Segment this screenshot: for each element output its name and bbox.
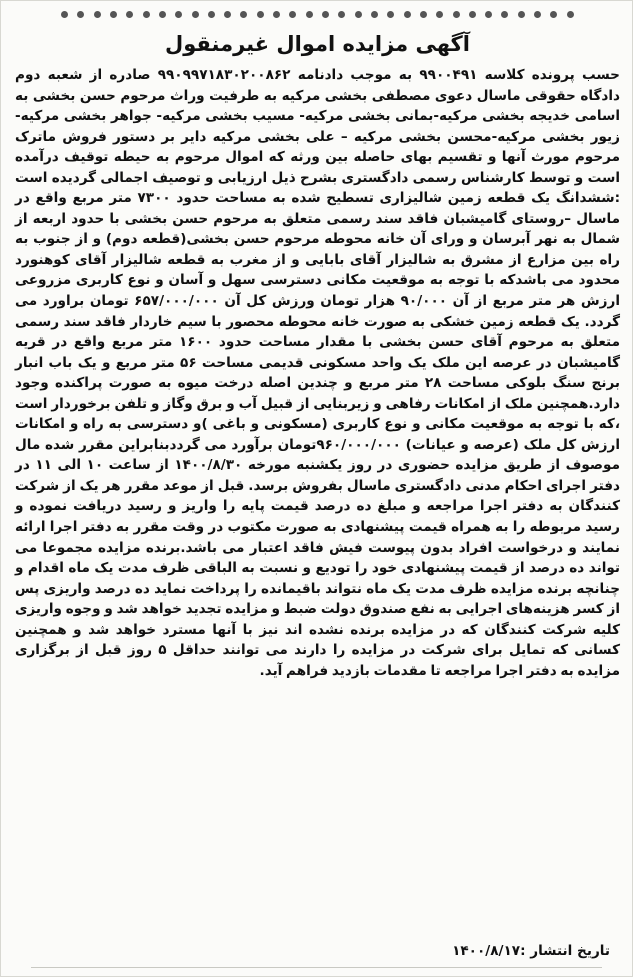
bottom-divider — [31, 967, 602, 968]
ornament-dot — [420, 11, 427, 18]
ornament-dot — [322, 11, 329, 18]
ornament-dot — [518, 11, 525, 18]
ornament-dot — [94, 11, 101, 18]
notice-body: حسب پرونده کلاسه ۹۹۰۰۴۹۱ به موجب دادنامه ۹۹۰۹۹۷۱۸۳۰۲۰۰۸۶۲ صادره از شعبه دوم دادگاه حقوقی ماسال دعوی مصطفی بخشی مرکیه به طرفیت وراث مرحوم حسن بخشی به اسامی خدیجه بخشی مرکیه-بمانی بخشی مرکیه- مسیب بخشی مرکیه- جواهر بخشی مرکیه- زیور بخشی مرکیه-محسن بخشی مرکیه – علی بخشی مرکیه دایر بر دستور فروش ماترک مرحوم مورث آنها و تقسیم بهای حاصله بین ورثه که اموال مرحوم به حیطه توقیف درآمده است و توسط کارشناس رسمی دادگستری بشرح ذیل ارزیابی و توصیف اجمالی گردیده است :ششدانگ یک قطعه زمین شالیزاری تسطیح شده به مساحت حدود ۷۳۰۰ متر مربع واقع در ماسال –روستای گامیشبان فاقد سند رسمی متعلق به مرحوم حسن بخشی با حدود اربعه از شمال به نهر آبرسان و ورای آن خانه محوطه مرحوم حسن بخشی(قطعه دوم) و از جنوب به راه بین مزارع از مشرق به شالیزار آقای بابایی و از مغرب به قطعه شالیزار آقای کوهنورد محدود می باشدکه با توجه به موقعیت مکانی دسترسی سهل و آسان و نوع کاربری مزروعی ارزش هر متر مربع از آن ۹۰/۰۰۰ هزار تومان ورزش کل آن ۶۵۷/۰۰۰/۰۰۰ تومان براورد می گردد. یک قطعه زمین خشکی به صورت خانه محوطه محصور با سیم خاردار فاقد سند رسمی متعلق به مرحوم آقای حسن بخشی با مقدار مساحت حدود ۱۶۰۰ متر مربع واقع در قریه گامیشبان در عرصه این ملک یک واحد مسکونی قدیمی مساحت ۵۶ متر مربع و یک باب انبار برنج سنگ بلوکی مساحت ۲۸ متر مربع و چندین اصله درخت میوه به صورت پراکنده وجود دارد.همچنین ملک از امکانات رفاهی و زیربنایی از قبیل آب و برق وگاز و تلفن برخوردار است ،که با توجه به موقعیت مکانی و نوع کاربری (مسکونی و باغی )و دسترسی به راه و امکانات ارزش کل ملک (عرصه و عیانات) ۹۶۰/۰۰۰/۰۰۰تومان برآورد می گرددبنابراین مقرر شده مال موصوف از طریق مزایده حضوری در روز یکشنبه مورخه ۱۴۰۰/۸/۳۰ از ساعت ۱۰ الی ۱۱ در دفتر اجرای احکام مدنی دادگستری ماسال بفروش برسد. قبل از موعد مقرر هر یک از شرکت کنندگان به دفتر اجرا مراجعه و مبلغ ده درصد قیمت پایه را واریز و رسید دریافت نموده و رسید مربوطه را به همراه قیمت پیشنهادی به صورت مکتوب در وقت مقرر به دفتر اجرا ارائه نمایند و درخواست افراد بدون پیوست فیش فاقد اعتبار می باشد.برنده مزایده مجموعا می تواند ده درصد از قیمت پیشنهادی خود را تودیع و نسبت به الباقی ظرف مدت یک ماه اقدام و چنانچه برنده مزایده ظرف مدت یک ماه نتواند باقیمانده را پرداخت نماید ده درصد واریزی پس از کسر هزینه‌های اجرایی به نفع صندوق دولت ضبط و مزایده تجدید خواهد شد و وجوه واریزی کلیه شرکت کنندگان که در مزایده برنده نشده اند نیز با آنها مسترد خواهد شد و همچنین کسانی که تمایل برای شرکت در مزایده را دارند می توانند حداقل ۵ روز قبل از برگزاری مزایده به دفتر اجرا مراجعه تا مقدمات بازدید فراهم آید. — [15, 67, 621, 679]
ornament-dot — [208, 11, 215, 18]
ornament-dot — [338, 11, 345, 18]
ornament-dot — [257, 11, 264, 18]
ornament-dot — [306, 11, 313, 18]
ornament-dot — [567, 11, 574, 18]
ornament-dot — [192, 11, 199, 18]
ornament-dot — [550, 11, 557, 18]
top-dotted-ornament — [61, 7, 574, 21]
ornament-dot — [485, 11, 492, 18]
ornament-dot — [355, 11, 362, 18]
ornament-dot — [469, 11, 476, 18]
ornament-dot — [143, 11, 150, 18]
ornament-dot — [289, 11, 296, 18]
ornament-dot — [159, 11, 166, 18]
ornament-dot — [387, 11, 394, 18]
ornament-dot — [501, 11, 508, 18]
ornament-dot — [404, 11, 411, 18]
ornament-dot — [436, 11, 443, 18]
ornament-dot — [453, 11, 460, 18]
notice-title: آگهی مزایده اموال غیرمنقول — [165, 32, 470, 56]
publish-date: تاریخ انتشار :۱۴۰۰/۸/۱۷ — [452, 943, 610, 959]
ornament-dot — [371, 11, 378, 18]
ornament-dot — [240, 11, 247, 18]
ornament-dot — [110, 11, 117, 18]
ornament-dot — [224, 11, 231, 18]
ornament-dot — [273, 11, 280, 18]
ornament-dot — [77, 11, 84, 18]
ornament-dot — [61, 11, 68, 18]
ornament-dot — [126, 11, 133, 18]
ornament-dot — [175, 11, 182, 18]
ornament-dot — [534, 11, 541, 18]
